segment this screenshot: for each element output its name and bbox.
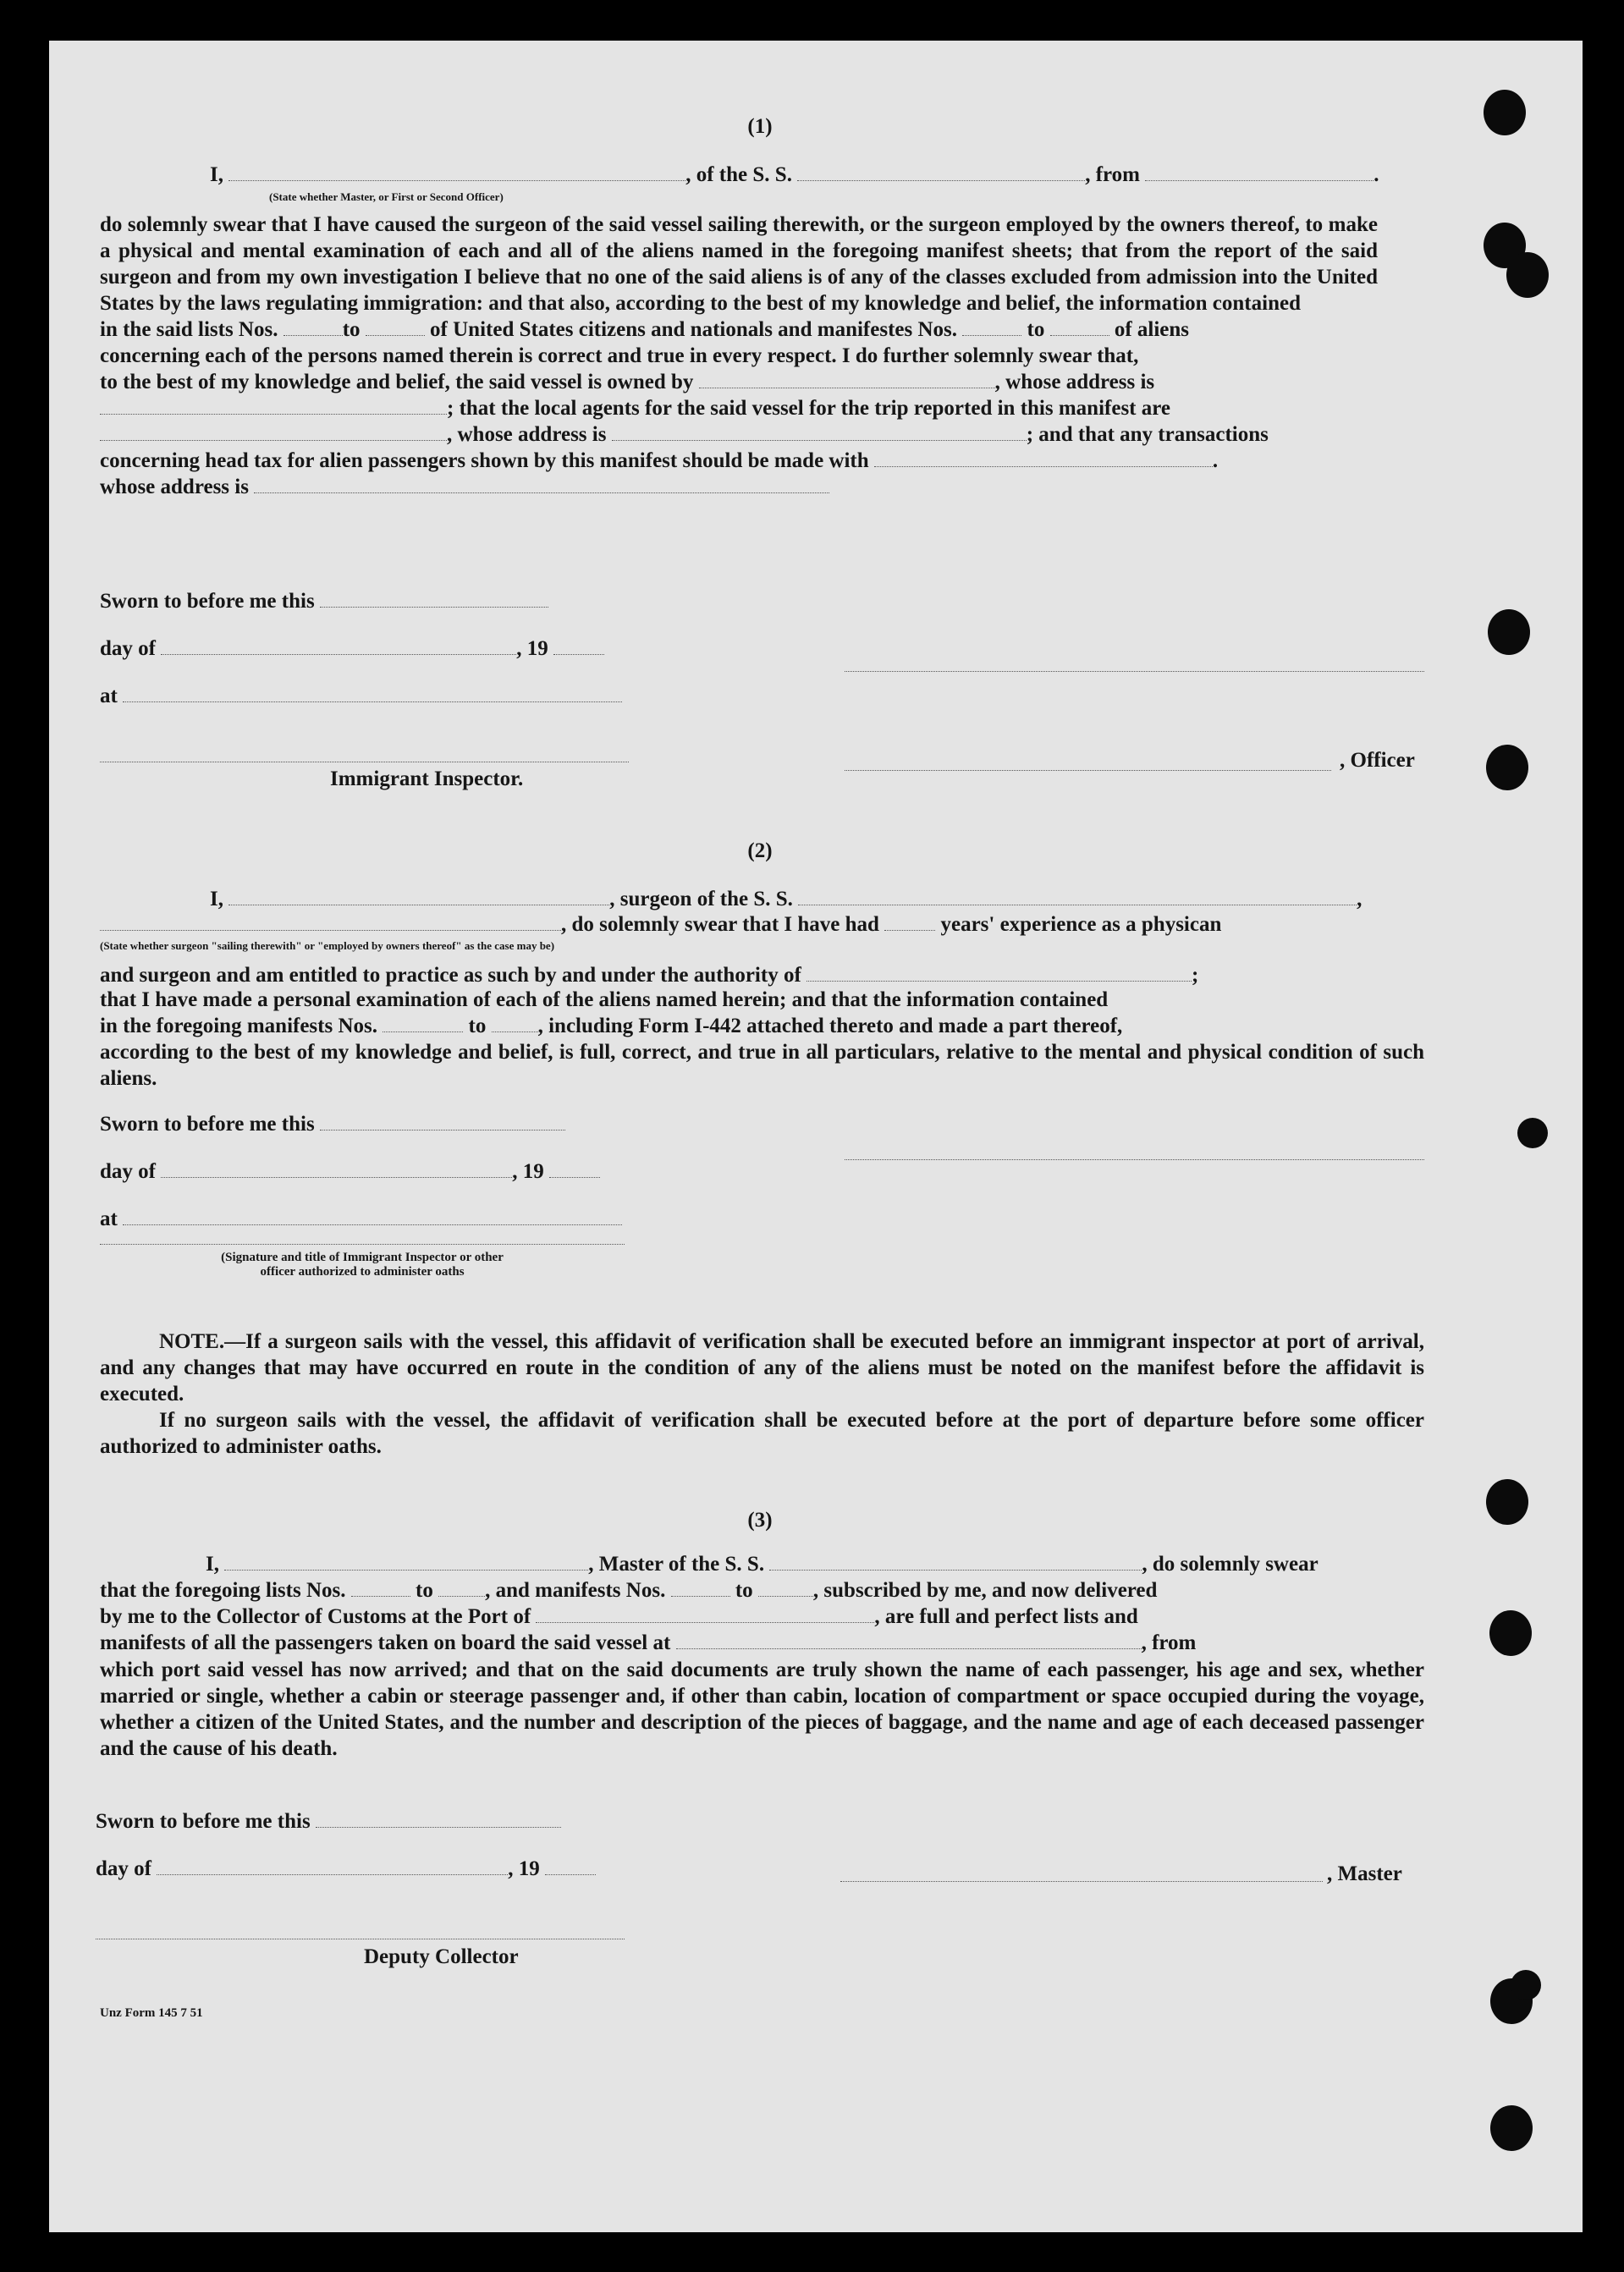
surgeon-name-field[interactable] <box>228 888 609 905</box>
alien-manifest-from-field[interactable] <box>962 318 1021 336</box>
section-3-line-2: that the foregoing lists Nos. to , and manifests Nos. to , subscribed by me, and now delivered <box>100 1579 1158 1602</box>
section-2-heading: (2) <box>747 839 773 862</box>
binder-hole <box>1489 1610 1532 1656</box>
authority-line: and surgeon and am entitled to practice as such by and under the authority of ; <box>100 964 1199 987</box>
officer-name-field[interactable] <box>228 163 685 181</box>
master-name-field[interactable] <box>224 1553 588 1571</box>
officer-title-line[interactable] <box>845 770 1331 771</box>
citizen-list-from-field[interactable] <box>284 318 343 336</box>
surgeon-manifest-from-field[interactable] <box>383 1015 463 1032</box>
lists-from-field[interactable] <box>351 1579 410 1597</box>
port-field[interactable] <box>536 1605 874 1623</box>
inspector-label: Immigrant Inspector. <box>330 767 524 790</box>
dayof-line-2: day of , 19 <box>100 1159 600 1185</box>
surgeon-status-field[interactable] <box>100 913 561 931</box>
section-2-body: that I have made a personal examination of each of the aliens named herein; and that the information contained in the foregoing manifests Nos. to , including Form I-442 attached thereto and made a part thereof, according to the best of my knowledge and belief, is full, correct, and true in all particulars, relative to the mental and physical condition of such aliens. <box>100 988 1424 1090</box>
authority-field[interactable] <box>806 964 1192 982</box>
month-field-2[interactable] <box>161 1160 512 1178</box>
note-block: NOTE.—If a surgeon sails with the vessel, this affidavit of verification shall be executed before an immigrant inspector at port of arrival, and any changes that may have occurred en route in the condition of any of the aliens must be noted on the manifest before the affidavit is executed. If no surgeon sails with the vessel, the affidavit of verification shall be executed before at the port of departure before some officer authorized to administer oaths. <box>100 1330 1424 1458</box>
lists-to-field[interactable] <box>438 1579 485 1597</box>
sworn-line-2: Sworn to before me this <box>100 1112 565 1137</box>
month-field-3[interactable] <box>157 1857 508 1875</box>
place-field[interactable] <box>123 685 622 702</box>
section-3-heading: (3) <box>747 1509 773 1532</box>
binder-hole <box>1506 252 1549 298</box>
binder-hole <box>1484 90 1526 135</box>
section-2-line-2: , do solemnly swear that I have had years' experience as a physican <box>100 912 1221 938</box>
departure-port-field[interactable] <box>1145 163 1374 181</box>
master-vessel-field[interactable] <box>769 1553 1142 1571</box>
at-line-1: at <box>100 684 622 709</box>
inspector-signature-line-2[interactable] <box>100 1244 625 1245</box>
section-3-line-1: I, , Master of the S. S. , do solemnly swear <box>206 1553 1318 1576</box>
master-label: , Master <box>1327 1862 1402 1885</box>
dayof-line-3: day of , 19 <box>96 1857 596 1882</box>
boarding-port-field[interactable] <box>676 1631 1142 1649</box>
years-experience-field[interactable] <box>884 913 935 931</box>
owner-address-field[interactable] <box>100 397 447 415</box>
section-1-body: do solemnly swear that I have caused the surgeon of the said vessel sailing therewith, or the surgeon employed by the owners thereof, to make a physical and mental examination of each and all of the aliens named in the foregoing manifest sheets; that from the report of the said surgeon and from my own investigation I believe that no one of the said aliens is of any of the classes excluded from admission into the United States by the laws regulating immigration: and that also, according to the best of my knowledge and belief, the information contained in the said lists Nos. to of United States citizens and nationals and manifestes Nos. to of aliens concerning each of the persons named therein is correct and true in every respect. I do further solemnly swear that, to the best of my knowledge and belief, the said vessel is owned by , whose address is ; that the local agents for the said vessel for the trip reported in this manifest are , whose address is ; and that any transactions concerning head tax for alien passengers shown by this manifest should be made with . whose address is <box>100 213 1378 498</box>
vessel-name-field[interactable] <box>797 163 1085 181</box>
officer-signature-line[interactable] <box>845 671 1424 672</box>
officer-hint: (State whether Master, or First or Second Officer) <box>269 190 504 203</box>
binder-hole <box>1517 1118 1548 1148</box>
section-3-line-3: by me to the Collector of Customs at the Port of , are full and perfect lists and <box>100 1605 1138 1628</box>
sworn-day-field-2[interactable] <box>320 1113 565 1130</box>
manifests-to-field[interactable] <box>758 1579 813 1597</box>
binder-hole <box>1486 745 1528 790</box>
surgeon-hint: (State whether surgeon "sailing therewith" or "employed by owners thereof" as the case may be) <box>100 939 555 952</box>
year-field-3[interactable] <box>545 1857 596 1875</box>
year-field[interactable] <box>553 637 604 655</box>
signature-hint: (Signature and title of Immigrant Inspector or other officer authorized to administer oaths <box>221 1251 504 1279</box>
form-page <box>49 41 1583 2232</box>
collector-label: Deputy Collector <box>364 1945 519 1968</box>
local-agents-field[interactable] <box>100 423 447 441</box>
manifests-from-field[interactable] <box>671 1579 730 1597</box>
citizen-list-to-field[interactable] <box>366 318 425 336</box>
surgeon-signature-line[interactable] <box>845 1159 1424 1160</box>
section-3-line-4: manifests of all the passengers taken on board the said vessel at , from <box>100 1631 1197 1654</box>
owner-field[interactable] <box>699 371 995 388</box>
officer-label: , Officer <box>1340 749 1415 772</box>
head-tax-address-field[interactable] <box>254 476 829 493</box>
section-1-heading: (1) <box>747 115 773 138</box>
surgeon-vessel-field[interactable] <box>798 888 1357 905</box>
year-field-2[interactable] <box>549 1160 600 1178</box>
master-signature-line[interactable] <box>840 1881 1323 1882</box>
section-1-line-1: I, , of the S. S. , from . <box>210 163 1379 186</box>
sworn-day-field[interactable] <box>320 590 548 608</box>
month-field[interactable] <box>161 637 516 655</box>
binder-hole <box>1486 1479 1528 1525</box>
binder-hole <box>1511 1970 1541 2000</box>
binder-hole <box>1490 2105 1533 2151</box>
surgeon-manifest-to-field[interactable] <box>492 1015 538 1032</box>
place-field-2[interactable] <box>123 1208 622 1225</box>
sworn-line-3: Sworn to before me this <box>96 1809 561 1835</box>
binder-hole <box>1488 609 1530 655</box>
form-identifier: Unz Form 145 7 51 <box>100 2006 203 2020</box>
head-tax-contact-field[interactable] <box>874 449 1213 467</box>
dayof-line-1: day of , 19 <box>100 636 604 662</box>
sworn-day-field-3[interactable] <box>316 1810 561 1828</box>
sworn-line-1: Sworn to before me this <box>100 589 548 614</box>
alien-manifest-to-field[interactable] <box>1050 318 1109 336</box>
section-3-body: which port said vessel has now arrived; and that on the said documents are truly shown the name of each passenger, his age and sex, whether married or single, whether a cabin or steerage passenger and, if other than cabin, location of compartment or space occupied during the voyage, whether a citizen of the United States, and the number and description of the pieces of baggage, and the name and age of each deceased passenger and the cause of his death. <box>100 1659 1424 1760</box>
agents-address-field[interactable] <box>612 423 1027 441</box>
section-2-line-1: I, , surgeon of the S. S. , <box>210 888 1363 910</box>
at-line-2: at <box>100 1207 622 1232</box>
